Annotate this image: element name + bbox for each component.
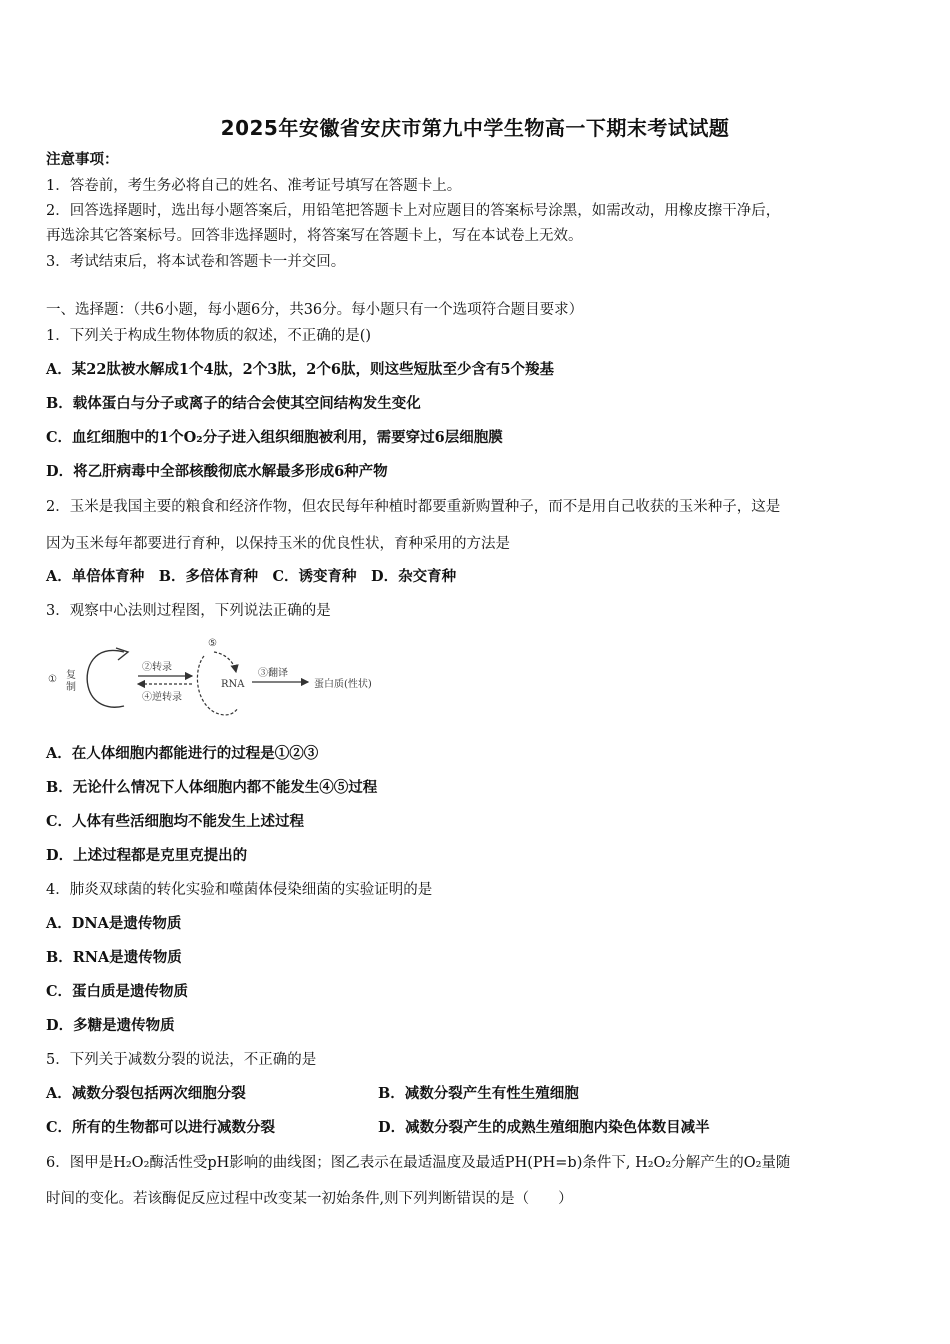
notice-item: 3．考试结束后，将本试卷和答题卡一并交回。 — [46, 254, 346, 270]
protein-label: 蛋白质(性状) — [314, 679, 372, 690]
question-3-option-d: D．上述过程都是克里克提出的 — [46, 847, 248, 864]
question-4-option-c: C．蛋白质是遗传物质 — [46, 983, 189, 1000]
central-dogma-diagram — [46, 634, 426, 718]
replication-label: 复 — [66, 670, 76, 681]
question-3-option-a: A．在人体细胞内都能进行的过程是①②③ — [46, 745, 319, 762]
rna-replication-arrow — [214, 652, 236, 672]
question-5-option-d: D．减数分裂产生的成熟生殖细胞内染色体数目减半 — [378, 1119, 710, 1136]
question-3-option-c: C．人体有些活细胞均不能发生上述过程 — [46, 813, 305, 830]
replication-number: ① — [48, 674, 57, 685]
question-3-option-b: B．无论什么情况下人体细胞内都不能发生④⑤过程 — [46, 779, 378, 796]
question-2-options: A．单倍体育种 B．多倍体育种 C．诱变育种 D．杂交育种 — [46, 568, 457, 585]
question-4-stem: 4．肺炎双球菌的转化实验和噬菌体侵染细菌的实验证明的是 — [46, 882, 433, 898]
question-3-stem: 3．观察中心法则过程图，下列说法正确的是 — [46, 603, 331, 619]
question-6-stem: 6．图甲是H₂O₂酶活性受pH影响的曲线图；图乙表示在最适温度及最适PH(PH=b)条件下, H₂O₂分解产生的O₂量随 — [46, 1155, 791, 1171]
question-1-option-a: A．某22肽被水解成1个4肽，2个3肽，2个6肽，则这些短肽至少含有5个羧基 — [46, 361, 555, 378]
question-4-option-d: D．多糖是遗传物质 — [46, 1017, 175, 1034]
question-2-stem-cont: 因为玉米每年都要进行育种，以保持玉米的优良性状，育种采用的方法是 — [46, 536, 510, 552]
rna-replication-label: ⑤ — [208, 638, 217, 649]
notice-item: 2．回答选择题时，选出每小题答案后，用铅笔把答题卡上对应题目的答案标号涂黑，如需改动，用橡皮擦干净后， — [46, 203, 781, 219]
question-1-option-c: C．血红细胞中的1个O₂分子进入组织细胞被利用，需要穿过6层细胞膜 — [46, 429, 503, 446]
question-6-stem-cont: 时间的变化。若该酶促反应过程中改变某一初始条件,则下列判断错误的是（ ） — [46, 1191, 573, 1207]
question-5-option-c: C．所有的生物都可以进行减数分裂 — [46, 1119, 276, 1136]
translation-label: ③翻译 — [258, 668, 288, 679]
transcription-label: ②转录 — [142, 662, 172, 673]
replication-arrowhead — [116, 648, 128, 660]
question-1-option-d: D．将乙肝病毒中全部核酸彻底水解最多形成6种产物 — [46, 463, 388, 480]
notice-item: 再选涂其它答案标号。回答非选择题时，将答案写在答题卡上，写在本试卷上无效。 — [46, 228, 583, 244]
question-5-option-b: B．减数分裂产生有性生殖细胞 — [378, 1085, 579, 1102]
question-1-option-b: B．载体蛋白与分子或离子的结合会使其空间结构发生变化 — [46, 395, 421, 412]
question-2-stem: 2．玉米是我国主要的粮食和经济作物，但农民每年种植时都要重新购置种子，而不是用自己收获的玉米种子，这是 — [46, 499, 781, 515]
page-title: 2025年安徽省安庆市第九中学生物高一下期末考试试题 — [220, 116, 730, 140]
notice-item: 1．答卷前，考生务必将自己的姓名、准考证号填写在答题卡上。 — [46, 178, 462, 194]
section-heading: 一、选择题：（共6小题，每小题6分，共36分。每小题只有一个选项符合题目要求） — [46, 302, 584, 318]
question-5-option-a: A．减数分裂包括两次细胞分裂 — [46, 1085, 246, 1102]
question-1-stem: 1．下列关于构成生物体物质的叙述，不正确的是() — [46, 328, 372, 344]
rna-label: RNA — [221, 679, 245, 690]
question-4-option-b: B．RNA是遗传物质 — [46, 949, 182, 966]
question-4-option-a: A．DNA是遗传物质 — [46, 915, 182, 932]
notice-heading: 注意事项： — [46, 151, 119, 168]
question-5-stem: 5．下列关于减数分裂的说法，不正确的是 — [46, 1052, 317, 1068]
reverse-transcription-label: ④逆转录 — [142, 692, 182, 703]
replication-label: 制 — [66, 682, 76, 693]
